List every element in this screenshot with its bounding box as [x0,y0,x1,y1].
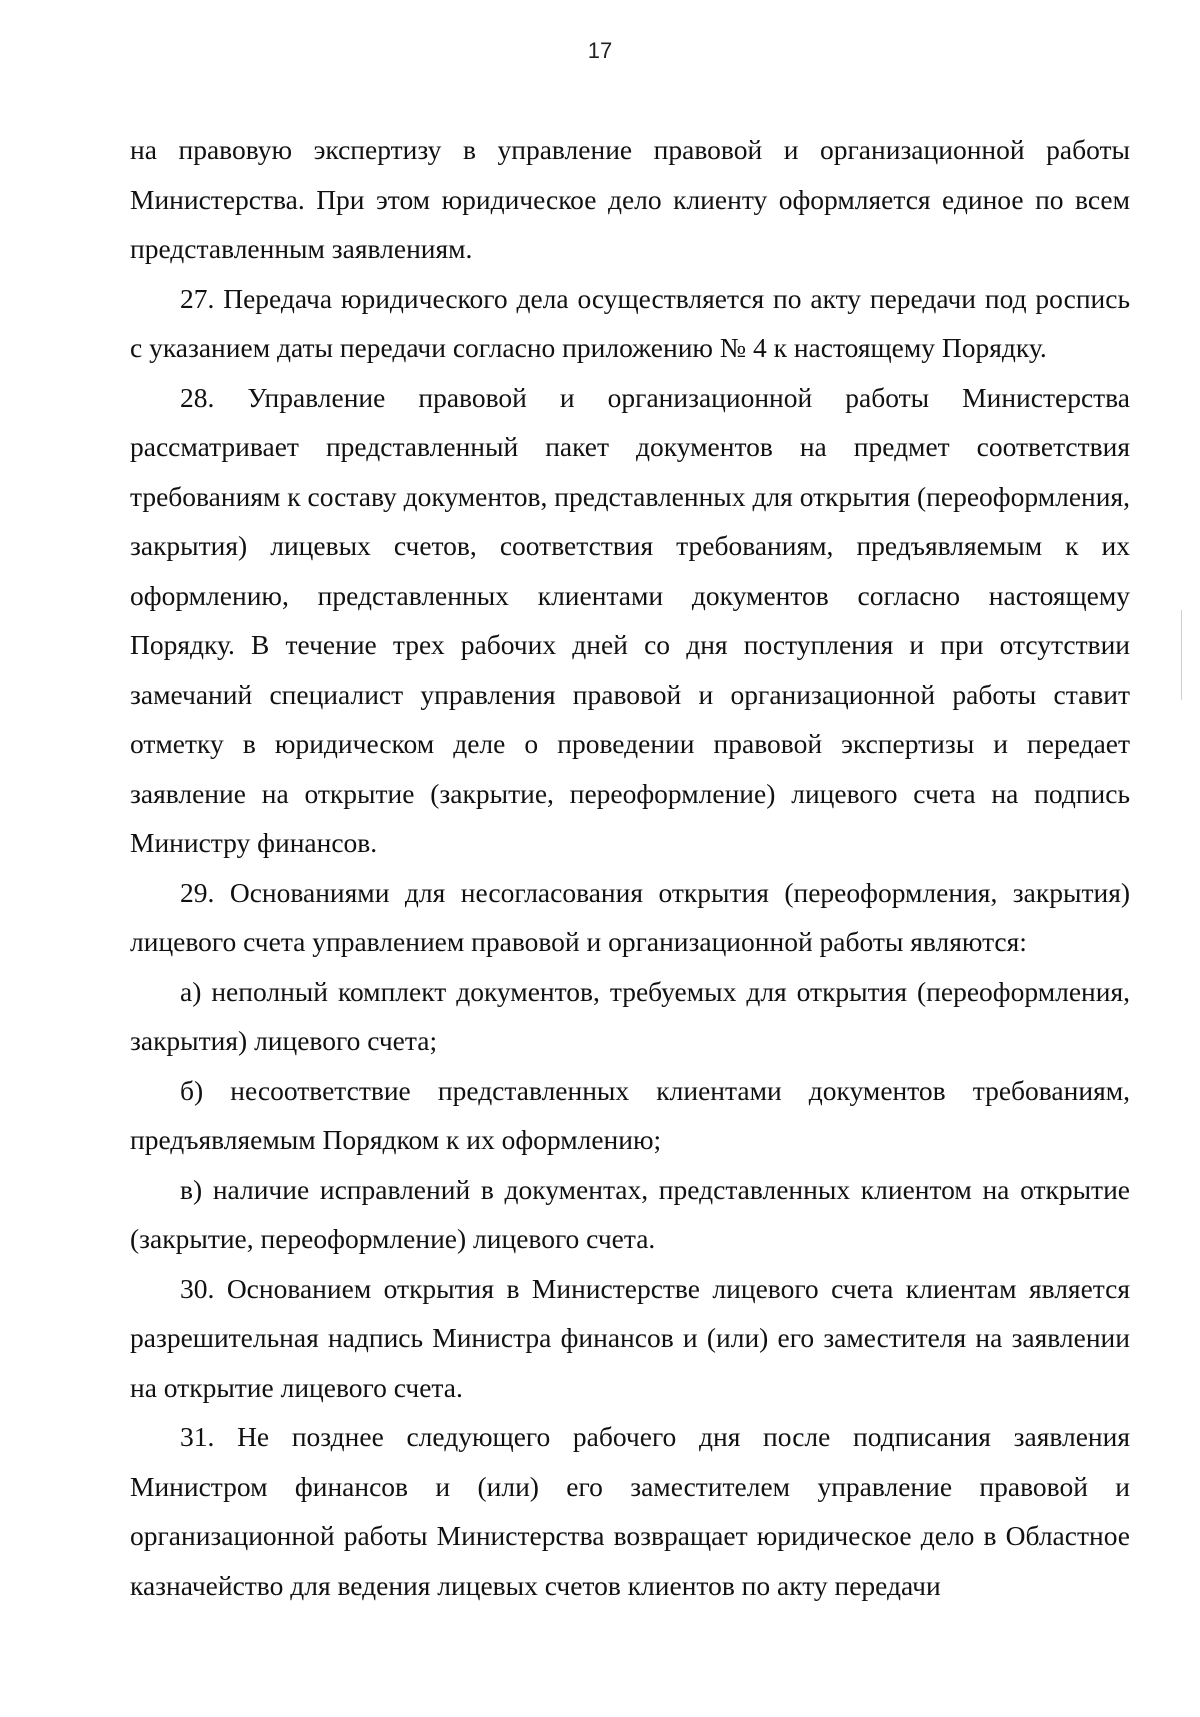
paragraph-29-c: в) наличие исправлений в документах, представленных клиентом на открытие (закрытие, переоформление) лицевого счета. [130,1173,1130,1254]
scan-edge-mark [1181,610,1182,700]
paragraph-29-a: а) неполный комплект документов, требуемых для открытия (переоформления, закрытия) лицевого счета; [130,975,1130,1056]
paragraph-28: 28. Управление правовой и организационной работы Министерства рассматривает представленный пакет документов на предмет соответствия требованиям к составу документов, представленных для открытия (переоформления, закрытия) лицевых счетов, соответствия требованиям, предъявляемым к их оформлению, представленных клиентами документов согласно настоящему Порядку. В течение трех рабочих дней со дня поступления и при отсутствии замечаний специалист управления правовой и организационной работы ставит отметку в юридическом деле о проведении правовой экспертизы и передает заявление на открытие (закрытие, переоформление) лицевого счета на подпись Министру финансов. [130,381,1130,858]
paragraph-continuation: на правовую экспертизу в управление правовой и организационной работы Министерства. При этом юридическое дело клиенту оформляется единое по всем представленным заявлениям. [130,134,1130,264]
paragraph-29: 29. Основаниями для несогласования открытия (переоформления, закрытия) лицевого счета управлением правовой и организационной работы являются: [130,876,1130,957]
document-body [130,125,1130,1610]
paragraph-30: 30. Основанием открытия в Министерстве лицевого счета клиентам является разрешительная надпись Министра финансов и (или) его заместителя на заявлении на открытие лицевого счета. [130,1272,1130,1403]
paragraph-27: 27. Передача юридического дела осуществляется по акту передачи под роспись с указанием даты передачи согласно приложению № 4 к настоящему Порядку. [130,282,1130,363]
paragraph-31: 31. Не позднее следующего рабочего дня после подписания заявления Министром финансов и (или) его заместителем управление правовой и организационной работы Министерства возвращает юридическое дело в Областное казначейство для ведения лицевых счетов клиентов по акту передачи [130,1421,1130,1601]
page-number: 17 [587,38,613,63]
paragraph-29-b: б) несоответствие представленных клиентами документов требованиям, предъявляемым Порядком к их оформлению; [130,1074,1130,1155]
